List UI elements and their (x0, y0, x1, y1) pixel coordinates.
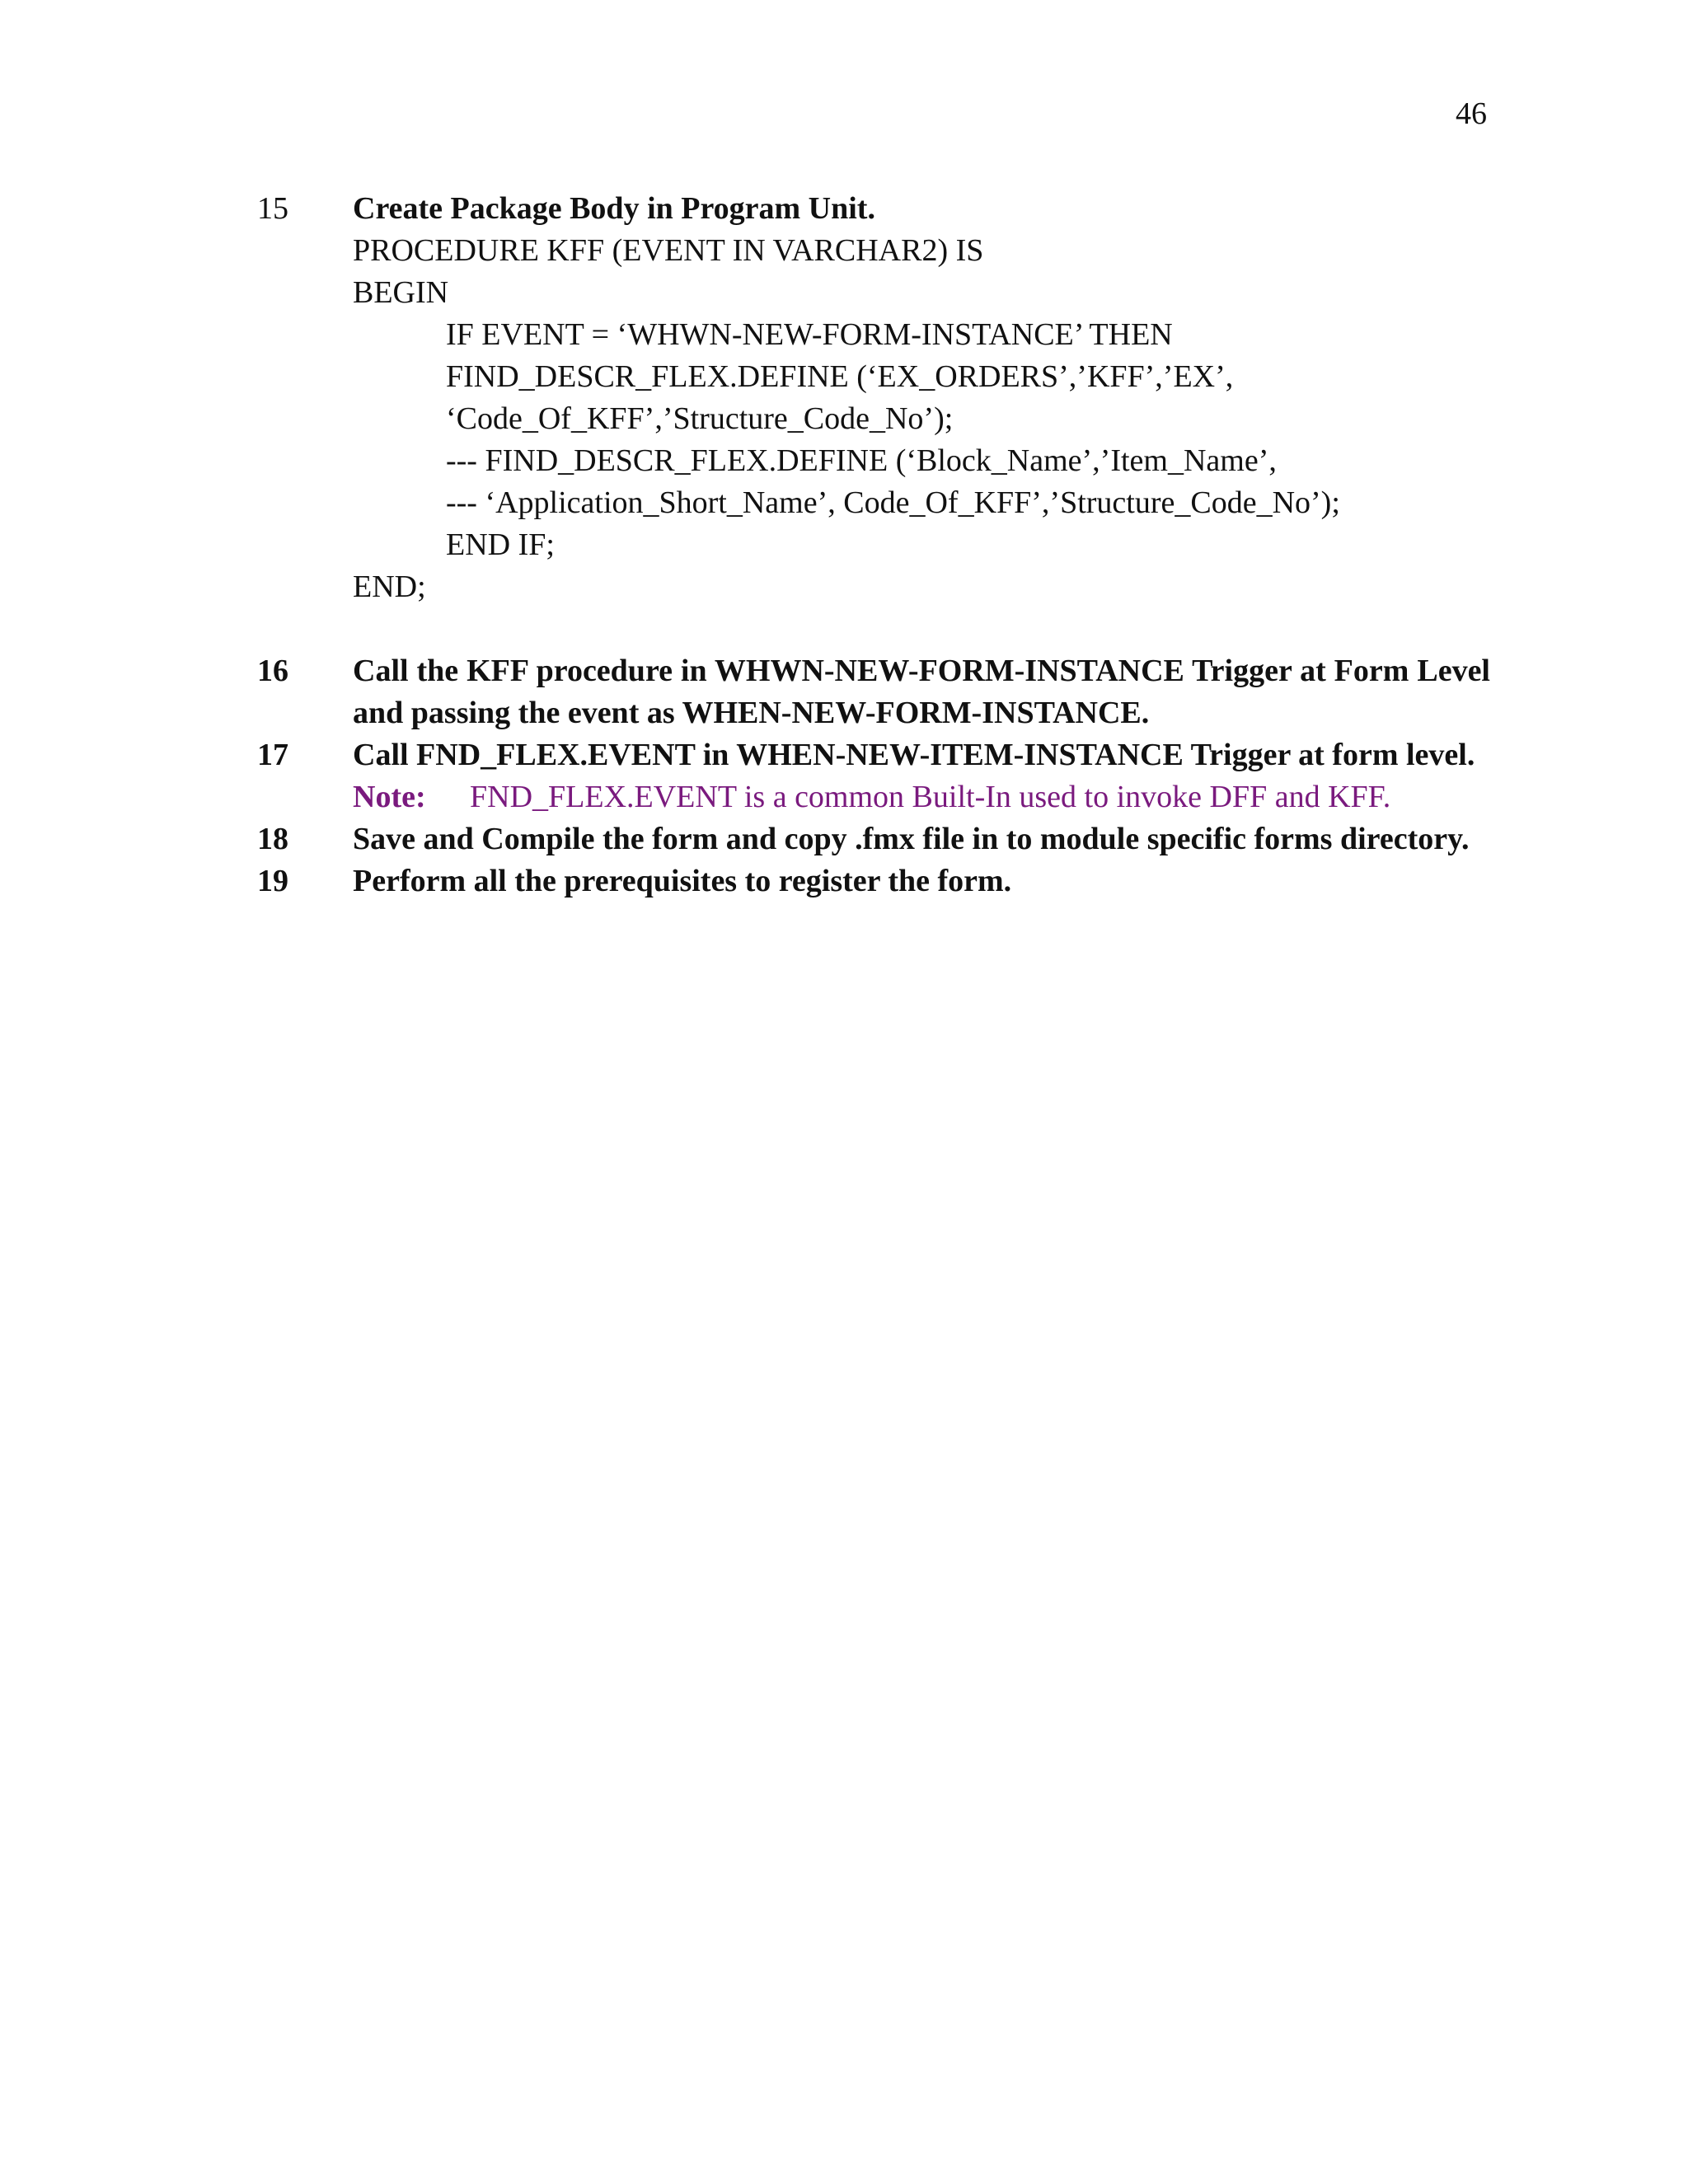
document-content (257, 188, 1490, 902)
code-line: END IF; (446, 527, 555, 562)
code-line: PROCEDURE KFF (EVENT IN VARCHAR2) IS (353, 233, 984, 268)
code-line: --- FIND_DESCR_FLEX.DEFINE (‘Block_Name’,’Item_Name’, (446, 443, 1277, 478)
step-number: 16 (257, 654, 288, 688)
spacer (257, 608, 1490, 650)
code-line: BEGIN (353, 275, 449, 310)
step-16 (257, 650, 1490, 734)
code-line: IF EVENT = ‘WHWN-NEW-FORM-INSTANCE’ THEN (446, 317, 1173, 352)
step-text: Call FND_FLEX.EVENT in WHEN-NEW-ITEM-INSTANCE Trigger at form level. (353, 738, 1475, 772)
step-body (353, 188, 1490, 608)
step-number: 15 (257, 191, 288, 226)
step-text: Call the KFF procedure in WHWN-NEW-FORM-INSTANCE Trigger at Form Level and passing the event as WHEN-NEW-FORM-INSTANCE. (353, 654, 1490, 730)
note (353, 776, 1490, 818)
step-number: 17 (257, 738, 288, 772)
step-title: Create Package Body in Program Unit. (353, 191, 875, 226)
page-number: 46 (1456, 96, 1487, 131)
step-15 (257, 188, 1490, 608)
note-text: FND_FLEX.EVENT is a common Built-In used to invoke DFF and KFF. (470, 780, 1391, 814)
note-label: Note: (353, 780, 426, 814)
code-line: END; (353, 569, 426, 604)
code-line: FIND_DESCR_FLEX.DEFINE (‘EX_ORDERS’,’KFF’,’EX’, (446, 359, 1234, 394)
step-number: 18 (257, 822, 288, 856)
step-body (353, 734, 1490, 818)
step-text: Perform all the prerequisites to register the form. (353, 864, 1012, 898)
code-line: ‘Code_Of_KFF’,’Structure_Code_No’); (446, 401, 954, 436)
step-17 (257, 734, 1490, 818)
step-text: Save and Compile the form and copy .fmx file in to module specific forms directory. (353, 822, 1470, 856)
code-line: --- ‘Application_Short_Name’, Code_Of_KFF’,’Structure_Code_No’); (446, 485, 1340, 520)
step-19 (257, 860, 1490, 902)
step-number: 19 (257, 864, 288, 898)
step-18 (257, 818, 1490, 860)
